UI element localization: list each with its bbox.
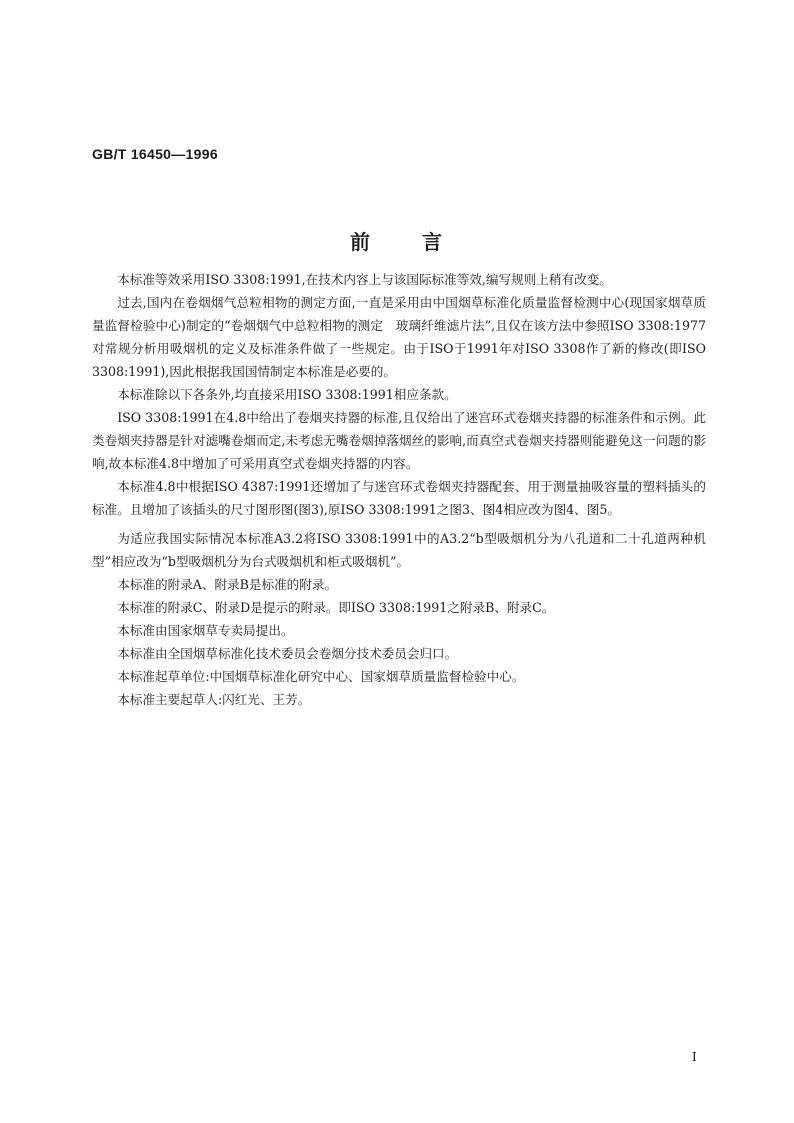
paragraph: 本标准的附录A、附录B是标准的附录。: [117, 577, 338, 592]
paragraph: 本标准由国家烟草专卖局提出。: [117, 623, 294, 638]
paragraph: 本标准起草单位:中国烟草标准化研究中心、国家烟草质量监督检验中心。: [117, 669, 525, 684]
standard-code: GB/T 16450—1996: [92, 146, 218, 162]
page-title: [0, 226, 794, 255]
paragraph: 本标准由全国烟草标准化技术委员会卷烟分技术委员会归口。: [117, 646, 458, 661]
page-number: I: [692, 1050, 697, 1064]
paragraph: ISO 3308:1991在4.8中给出了卷烟夹持器的标准,且仅给出了迷宫环式卷烟夹持器的标准条件和示例。此类卷烟夹持器是针对滤嘴卷烟而定,未考虑无嘴卷烟掉落烟丝的影响,而真空式卷烟夹持器则能避免这一问题的影响,故本标准4.8中增加了可采用真空式卷烟夹持器的内容。: [92, 410, 706, 471]
title-char-1: 前: [350, 230, 372, 254]
paragraph: 本标准除以下各条外,均直接采用ISO 3308:1991相应条款。: [117, 387, 457, 402]
paragraph: 本标准的附录C、附录D是提示的附录。即ISO 3308:1991之附录B、附录C。: [117, 600, 555, 615]
paragraph: 本标准主要起草人:闪红光、王芳。: [117, 692, 311, 707]
title-char-2: 言: [422, 230, 444, 254]
paragraph: 过去,国内在卷烟烟气总粒相物的测定方面,一直是采用由中国烟草标准化质量监督检测中心(现国家烟草质量监督检验中心)制定的“卷烟烟气中总粒相物的测定 玻璃纤维滤片法”,且仅在该方法中参照ISO 3308:1977对常规分析用吸烟机的定义及标准条件做了一些规定。由于ISO于1991年对ISO 3308作了新的修改(即ISO 3308:1991),因此根据我国国情制定本标准是必要的。: [92, 295, 706, 379]
paragraph: 本标准4.8中根据ISO 4387:1991还增加了与迷宫环式卷烟夹持器配套、用于测量抽吸容量的塑料插头的标准。且增加了该插头的尺寸图形图(图3),原ISO 3308:1991之图3、图4相应改为图4、图5。: [92, 479, 706, 517]
foreword-body: [92, 268, 706, 711]
paragraph: 为适应我国实际情况本标准A3.2将ISO 3308:1991中的A3.2“b型吸烟机分为八孔道和二十孔道两种机型”相应改为“b型吸烟机分为台式吸烟机和柜式吸烟机”。: [92, 531, 706, 569]
paragraph: 本标准等效采用ISO 3308:1991,在技术内容上与该国际标准等效,编写规则上稍有改变。: [117, 272, 612, 287]
